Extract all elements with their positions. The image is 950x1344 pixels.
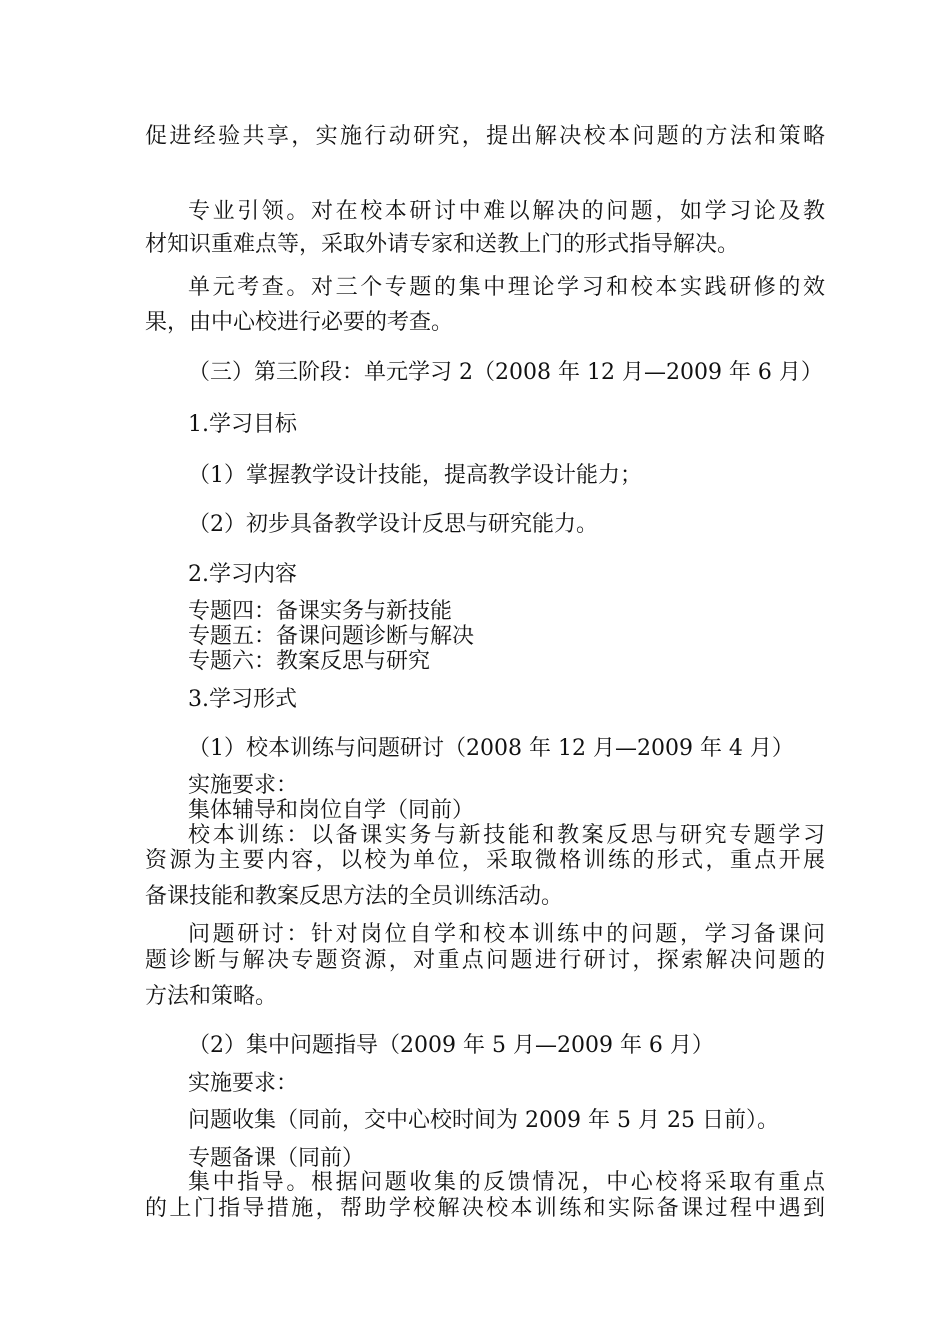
paragraph-line: 专业引领。对在校本研讨中难以解决的问题，如学习论及教 bbox=[188, 199, 825, 224]
list-item: （2）集中问题指导（2009 年 5 月—2009 年 6 月） bbox=[188, 1033, 714, 1058]
paragraph-line: 问题研讨：针对岗位自学和校本训练中的问题，学习备课问 bbox=[188, 922, 825, 947]
section-heading: （三）第三阶段：单元学习 2（2008 年 12 月—2009 年 6 月） bbox=[188, 360, 823, 385]
list-item: （2）初步具备教学设计反思与研究能力。 bbox=[188, 512, 598, 537]
list-item: （1）掌握教学设计技能，提高教学设计能力； bbox=[188, 463, 642, 488]
list-item: 专题六：教案反思与研究 bbox=[188, 649, 431, 674]
paragraph-line: 集体辅导和岗位自学（同前） bbox=[188, 798, 475, 823]
paragraph-line: 材知识重难点等，采取外请专家和送教上门的形式指导解决。 bbox=[145, 232, 740, 257]
paragraph-line: 集中指导。根据问题收集的反馈情况，中心校将采取有重点 bbox=[188, 1170, 825, 1195]
paragraph-line: 果，由中心校进行必要的考查。 bbox=[145, 310, 454, 335]
paragraph-line: 问题收集（同前，交中心校时间为 2009 年 5 月 25 日前）。 bbox=[188, 1108, 779, 1133]
paragraph-line: 校本训练：以备课实务与新技能和教案反思与研究专题学习 bbox=[188, 823, 825, 848]
paragraph-line: 促进经验共享，实施行动研究，提出解决校本问题的方法和策略 bbox=[145, 124, 825, 149]
list-item: （1）校本训练与问题研讨（2008 年 12 月—2009 年 4 月） bbox=[188, 736, 794, 761]
subsection-heading: 2.学习内容 bbox=[188, 562, 297, 587]
paragraph-line: 方法和策略。 bbox=[145, 984, 278, 1009]
paragraph-line: 的上门指导措施，帮助学校解决校本训练和实际备课过程中遇到 bbox=[145, 1196, 825, 1221]
paragraph-line: 题诊断与解决专题资源，对重点问题进行研讨，探索解决问题的 bbox=[145, 948, 825, 973]
paragraph-line: 实施要求： bbox=[188, 773, 299, 798]
paragraph-line: 备课技能和教案反思方法的全员训练活动。 bbox=[145, 884, 564, 909]
list-item: 专题四：备课实务与新技能 bbox=[188, 599, 453, 624]
paragraph-line: 资源为主要内容，以校为单位，采取微格训练的形式，重点开展 bbox=[145, 848, 825, 873]
list-item: 专题五：备课问题诊断与解决 bbox=[188, 624, 475, 649]
paragraph-line: 专题备课（同前） bbox=[188, 1146, 365, 1171]
paragraph-line: 单元考查。对三个专题的集中理论学习和校本实践研修的效 bbox=[188, 275, 825, 300]
paragraph-line: 实施要求： bbox=[188, 1071, 299, 1096]
subsection-heading: 3.学习形式 bbox=[188, 687, 297, 712]
subsection-heading: 1.学习目标 bbox=[188, 412, 297, 437]
